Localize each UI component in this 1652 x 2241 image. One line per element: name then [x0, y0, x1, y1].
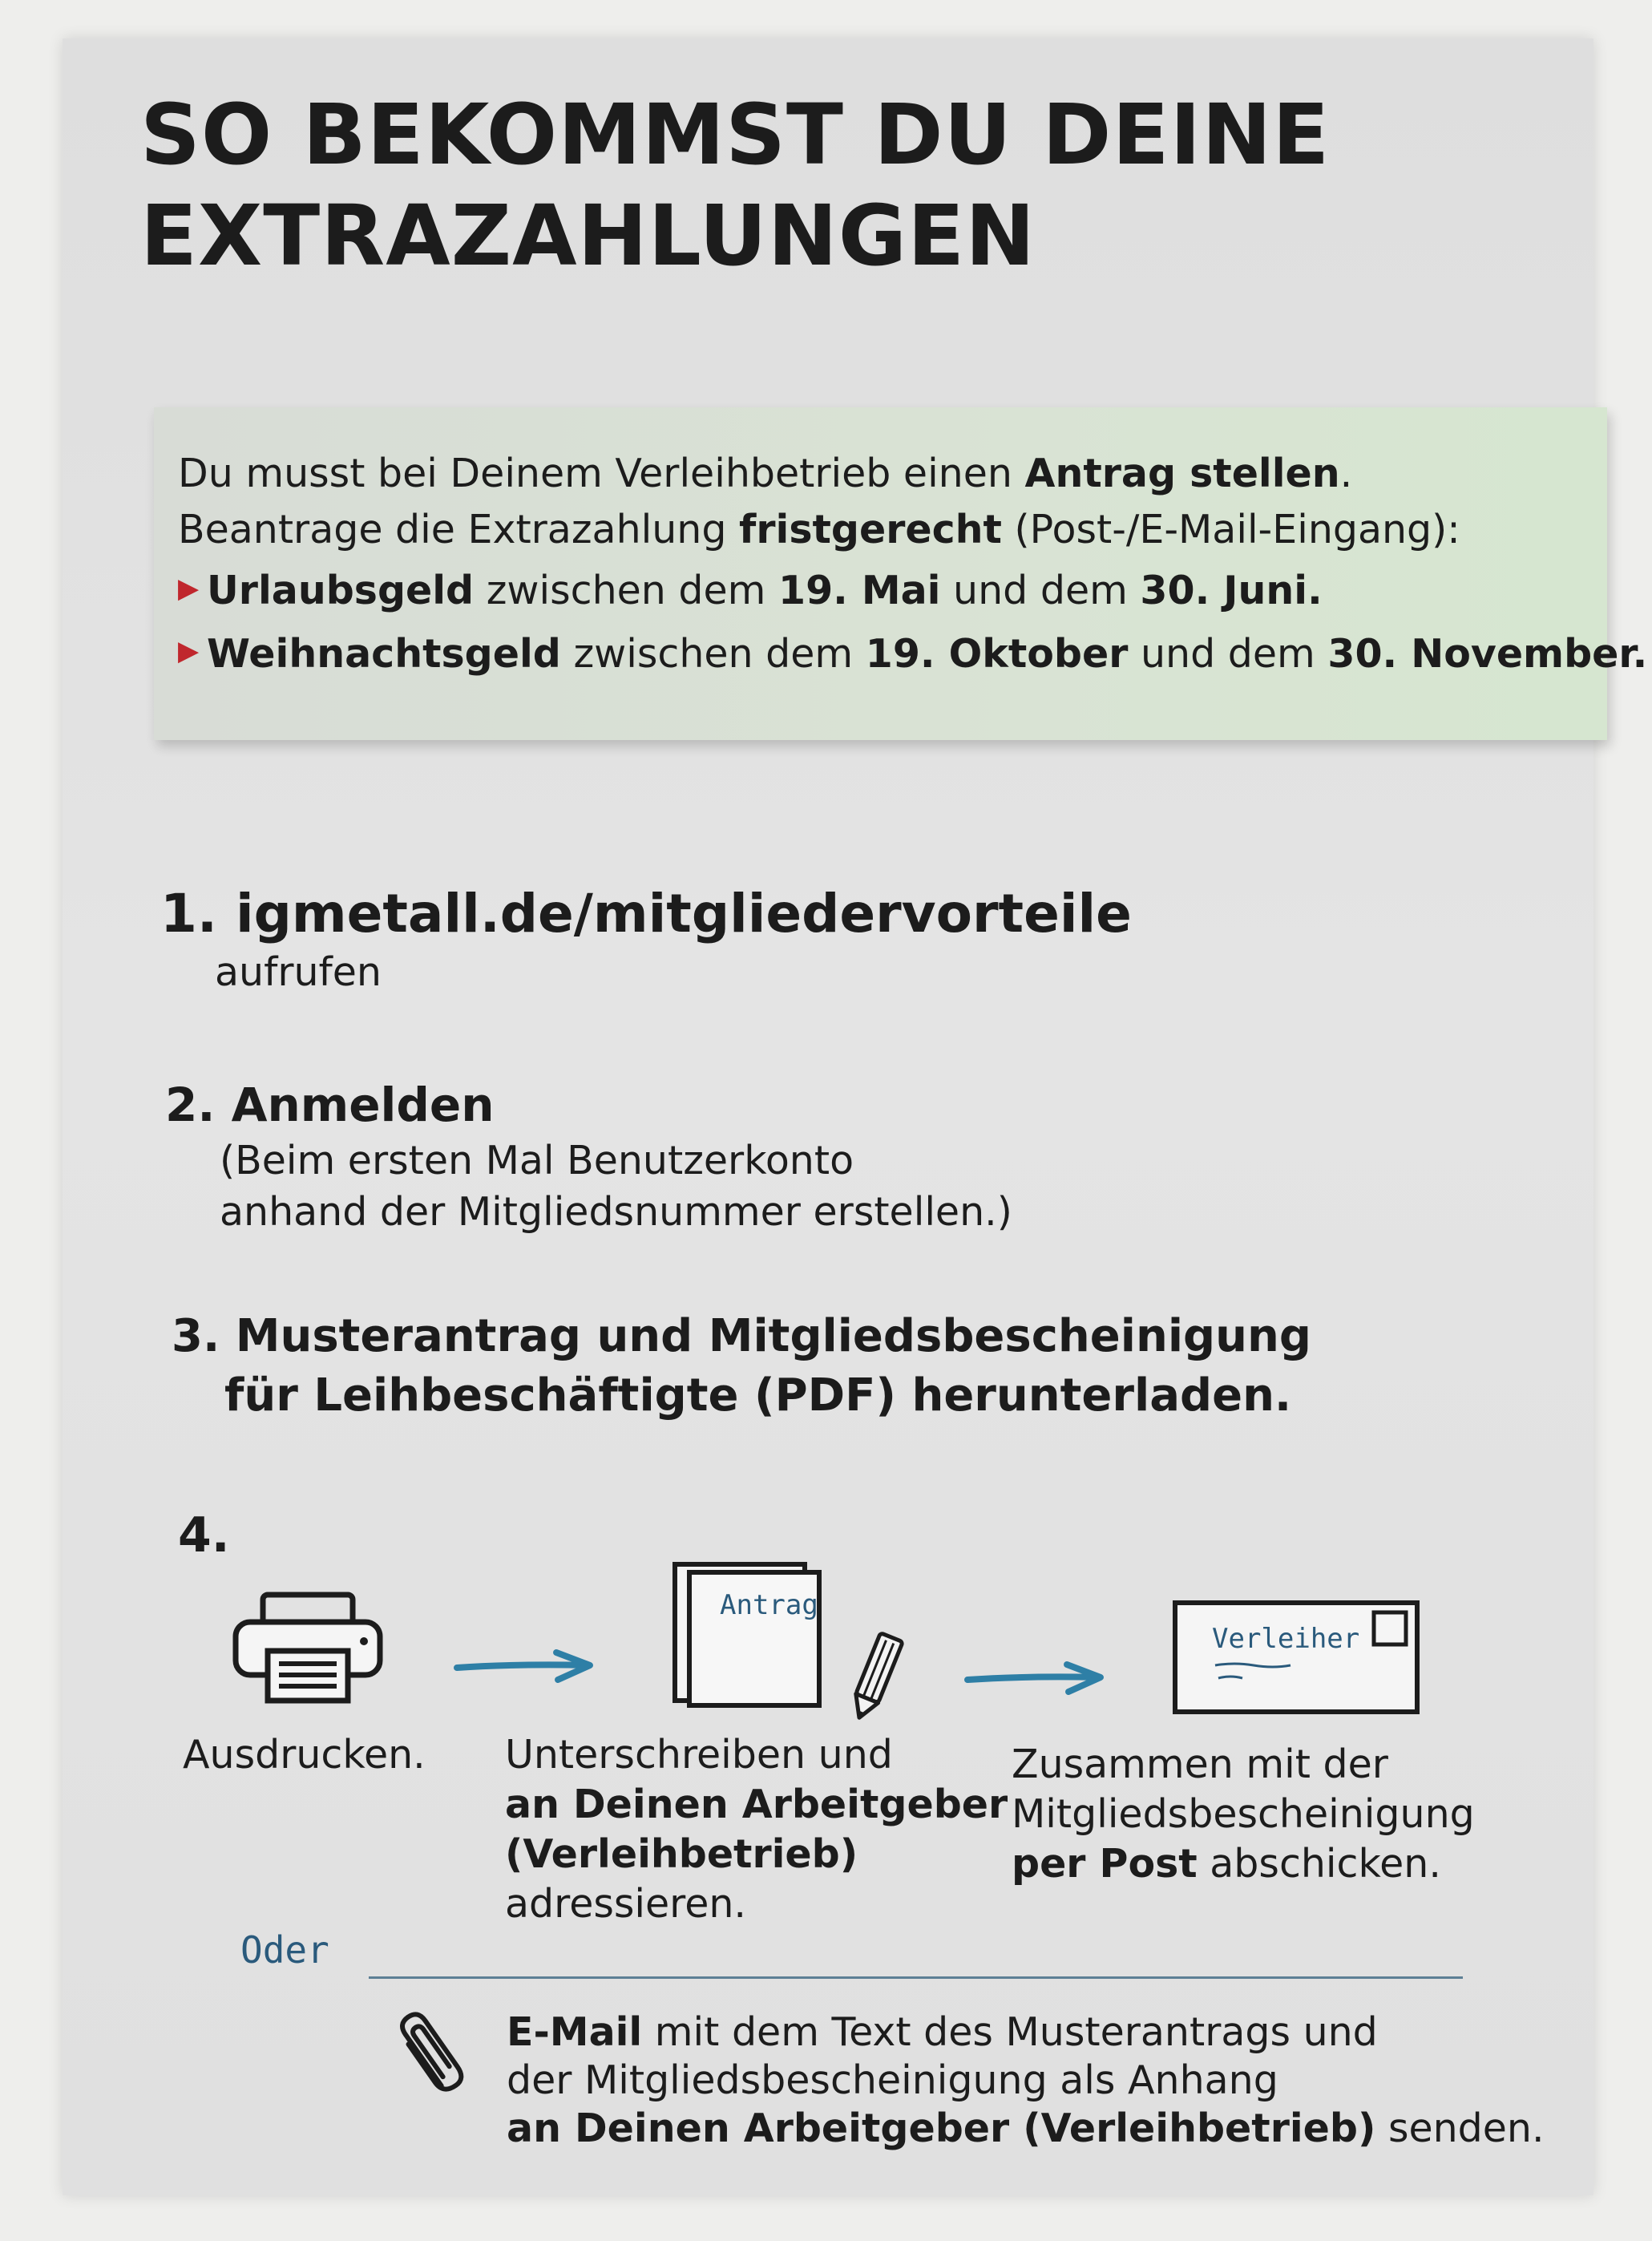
info-text: (Post-/E-Mail-Eingang):: [1001, 507, 1460, 552]
bullet-triangle-icon: ▶: [178, 635, 200, 667]
info-line-1: [178, 446, 1607, 502]
step-4: [178, 1507, 230, 1563]
divider-line: [369, 1976, 1463, 1979]
oder-label: Oder: [240, 1928, 329, 1972]
send-caption-line: [1012, 1839, 1475, 1889]
send-caption-line: Mitgliedsbescheinigung: [1012, 1791, 1475, 1837]
printer-icon: [231, 1592, 385, 1705]
page-title: [140, 84, 1330, 286]
bullet-term: Weihnachtsgeld: [207, 630, 561, 677]
bullet-date-start: 19. Mai: [778, 568, 941, 613]
title-line-1: SO BEKOMMST DU DEINE: [140, 86, 1331, 184]
bullet-text: und dem: [1128, 630, 1328, 677]
step-4-heading: 4.: [178, 1507, 230, 1563]
sign-caption-line: adressieren.: [505, 1881, 747, 1927]
document-icon: [672, 1559, 826, 1709]
bullet-urlaubsgeld: [178, 563, 1607, 621]
email-bold: E-Mail: [507, 2009, 643, 2055]
step-3-heading-line-2: für Leihbeschäftigte (PDF) herunterladen.: [224, 1369, 1292, 1422]
sign-caption: [505, 1730, 1008, 1929]
step-2-detail-line-2: anhand der Mitgliedsnummer erstellen.): [220, 1189, 1012, 1235]
info-text: Du musst bei Deinem Verleihbetrieb einen: [178, 451, 1025, 496]
bullet-term: Urlaubsgeld: [207, 568, 475, 613]
info-text: Beantrage die Extrazahlung: [178, 507, 740, 552]
sign-caption-bold: an Deinen Arbeitgeber: [505, 1782, 1008, 1827]
bullet-text: und dem: [940, 568, 1141, 613]
send-caption-bold: per Post: [1012, 1841, 1198, 1887]
arrow-right-icon: [454, 1648, 598, 1685]
title-line-2: EXTRAZAHLUNGEN: [140, 187, 1036, 285]
email-text: senden.: [1375, 2105, 1545, 2151]
bullet-text: zwischen dem: [474, 568, 778, 613]
email-alternative: [507, 2008, 1545, 2153]
step-1: [160, 882, 1132, 999]
paperclip-icon: [397, 2004, 469, 2101]
print-caption: Ausdrucken.: [183, 1732, 426, 1778]
email-text: mit dem Text des Musterantrags und: [642, 2009, 1378, 2055]
send-caption-text: abschicken.: [1197, 1841, 1441, 1887]
step-2-heading: 2. Anmelden: [165, 1078, 495, 1132]
sign-caption-bold: (Verleihbetrieb): [505, 1831, 858, 1877]
step-2: [165, 1074, 1012, 1238]
info-line-2: [178, 502, 1607, 558]
envelope-label: Verleiher: [1212, 1623, 1360, 1655]
send-caption-line: Zusammen mit der: [1012, 1741, 1388, 1787]
arrow-right-icon: [964, 1660, 1109, 1697]
info-emphasis: fristgerecht: [739, 507, 1002, 552]
step-1-heading: 1. igmetall.de/mitgliedervorteile: [160, 883, 1132, 945]
bullet-date-end: 30. November.: [1327, 630, 1648, 677]
step-2-detail-line-1: (Beim ersten Mal Benutzerkonto: [220, 1138, 854, 1183]
step-3: [172, 1307, 1311, 1426]
envelope-icon: [1170, 1598, 1424, 1717]
sign-caption-line: [505, 1780, 1008, 1830]
deadline-info-box: [154, 407, 1648, 740]
bullet-date-start: 19. Oktober: [865, 630, 1129, 677]
email-line-3: [507, 2105, 1545, 2153]
email-line-2: der Mitgliedsbescheinigung als Anhang: [507, 2057, 1278, 2103]
pencil-icon: [843, 1628, 907, 1724]
email-line-1: [507, 2008, 1545, 2057]
step-3-heading-line-1: 3. Musterantrag und Mitgliedsbescheinigung: [172, 1310, 1311, 1362]
send-caption: [1012, 1740, 1475, 1889]
bullet-date-end: 30. Juni.: [1140, 568, 1323, 613]
document-label: Antrag: [720, 1589, 818, 1621]
sign-caption-line: Unterschreiben und: [505, 1732, 893, 1778]
info-text: .: [1339, 451, 1353, 496]
step-1-detail: aufrufen: [215, 949, 382, 995]
info-emphasis: Antrag stellen: [1024, 451, 1340, 496]
bullet-weihnachtsgeld: [178, 626, 1648, 685]
bullet-triangle-icon: ▶: [178, 572, 200, 605]
sign-caption-line: [505, 1830, 1008, 1879]
bullet-text: zwischen dem: [560, 630, 866, 677]
email-bold: an Deinen Arbeitgeber (Verleihbetrieb): [507, 2105, 1376, 2151]
